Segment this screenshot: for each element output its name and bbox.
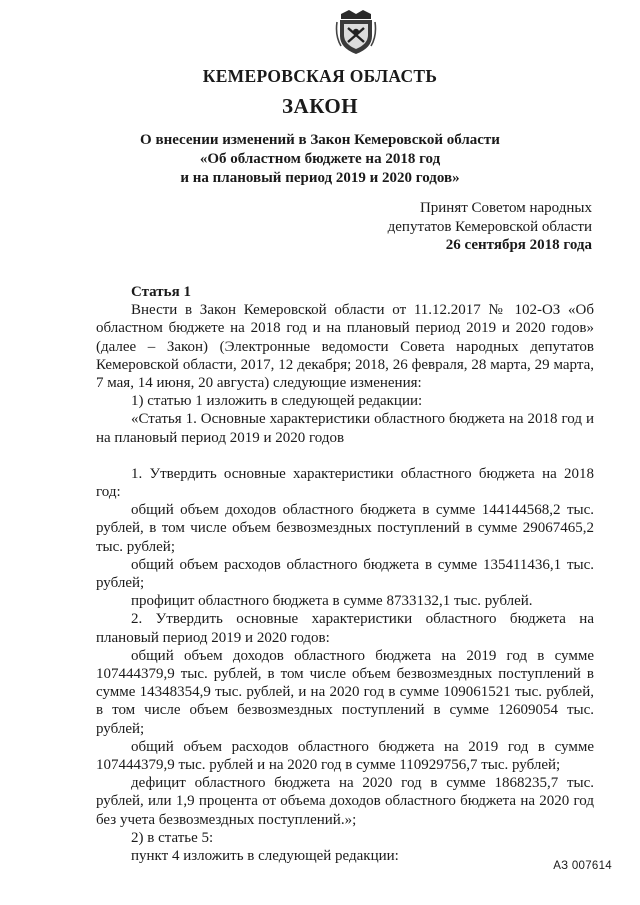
adoption-date: 26 сентября 2018 года (445, 237, 592, 253)
region-name: КЕМЕРОВСКАЯ ОБЛАСТЬ (202, 66, 438, 86)
article-heading: Статья 1 (131, 284, 191, 300)
law-title (0, 131, 640, 188)
paragraph: 1. Утвердить основные характеристики областного бюджета на 2018 год: (96, 465, 594, 501)
law-title-line: О внесении изменений в Закон Кемеровской области (140, 132, 500, 148)
adoption-line: депутатов Кемеровской области (387, 218, 592, 235)
document-type: ЗАКОН (281, 94, 359, 118)
paragraph: дефицит областного бюджета на 2020 год в сумме 1868235,7 тыс. рублей, или 1,9 процента от объема доходов областного бюджета на 2020 год без учета безвозмездных поступлений.»; (96, 775, 594, 828)
law-title-line: «Об областном бюджете на 2018 год (199, 151, 441, 167)
paragraph: общий объем доходов областного бюджета в сумме 144144568,2 тыс. рублей, в том числе объем безвозмездных поступлений в сумме 29067465,2 тыс. рублей; (96, 502, 594, 555)
paragraph: 2. Утвердить основные характеристики областного бюджета на плановый период 2019 и 2020 годов: (96, 611, 594, 646)
law-title-line: и на плановый период 2019 и 2020 годов» (180, 170, 460, 186)
adoption-line: Принят Советом народных (419, 200, 592, 216)
paragraph: общий объем доходов областного бюджета на 2019 год в сумме 107444379,9 тыс. рублей, в том числе объем безвозмездных поступлений в сумме 14348354,9 тыс. рублей, и на 2020 год в сумме 109061521 тыс. рублей, в том числе объем безвозмездных поступлений в сумме 12609054 тыс. рублей; (96, 647, 594, 737)
paragraph: «Статья 1. Основные характеристики областного бюджета на 2018 год и на плановый период 2019 и 2020 годов (96, 411, 594, 446)
paragraph: общий объем расходов областного бюджета в сумме 135411436,1 тыс. рублей; (96, 556, 594, 592)
paragraph: Внести в Закон Кемеровской области от 11.12.2017 № 102-ОЗ «Об областном бюджете на 2018 год и на плановый период 2019 и 2020 годов» (далее – Закон) (Электронные ведомости Совета народных депутатов Кемеровской области, 2017, 12 декабря; 2018, 26 февраля, 28 марта, 29 марта, 7 мая, 14 июня, 20 августа) следующие изменения: (96, 302, 594, 392)
serial-stamp: АЗ 007614 (553, 860, 612, 872)
paragraph: 2) в статье 5: (131, 829, 214, 846)
paragraph: профицит областного бюджета в сумме 8733132,1 тыс. рублей. (131, 593, 533, 610)
paragraph: 1) статью 1 изложить в следующей редакции: (131, 393, 423, 410)
article-body (96, 283, 594, 865)
coat-of-arms-icon (335, 6, 377, 56)
paragraph: пункт 4 изложить в следующей редакции: (131, 848, 399, 865)
paragraph: общий объем расходов областного бюджета на 2019 год в сумме 107444379,9 тыс. рублей и на 2020 год в сумме 110929756,7 тыс. рублей; (96, 738, 594, 774)
adoption-block (388, 199, 592, 255)
